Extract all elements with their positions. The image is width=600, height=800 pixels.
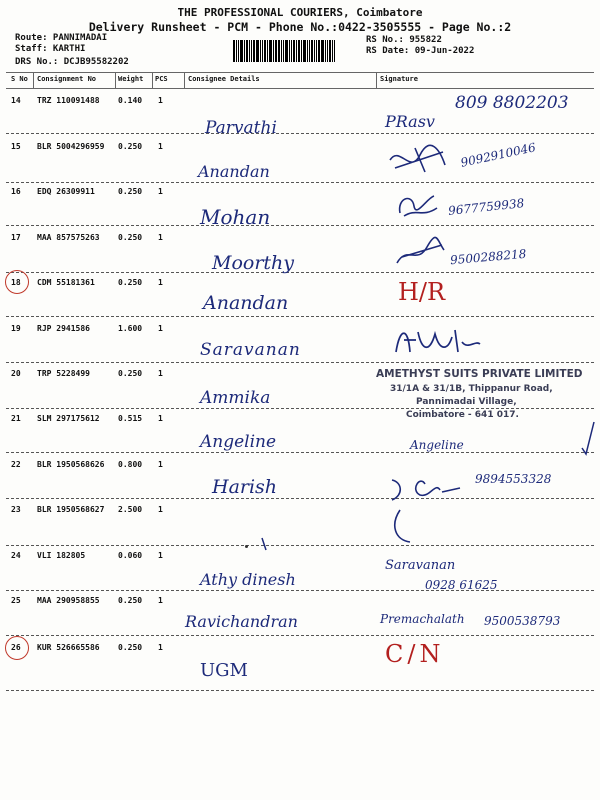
- row-pcs: 1: [158, 187, 163, 196]
- row-pcs: 1: [158, 414, 163, 423]
- signature-handwriting: C/N: [385, 640, 445, 668]
- row-consignment-no: BLR 1950568627: [37, 505, 105, 514]
- row-separator: [6, 690, 594, 691]
- barcode-bar: [275, 40, 277, 62]
- barcode-bar: [240, 40, 243, 62]
- signature-handwriting: Saravanan: [385, 558, 456, 573]
- barcode-bar: [301, 40, 302, 62]
- table-top-rule: [6, 72, 594, 73]
- row-separator: [6, 225, 594, 226]
- barcode-bar: [298, 40, 300, 62]
- row-weight: 0.250: [118, 278, 143, 287]
- barcode-bar: [283, 40, 284, 62]
- barcode-bar: [307, 40, 308, 62]
- signature-scribble: [390, 322, 485, 362]
- document-title: THE PROFESSIONAL COURIERS, Coimbatore: [177, 6, 423, 19]
- phone-handwriting: 9500288218: [449, 246, 527, 268]
- row-pcs: 1: [158, 278, 163, 287]
- row-separator: [6, 272, 594, 273]
- barcode-bar: [316, 40, 317, 62]
- barcode-bar: [246, 40, 248, 62]
- consignee-handwriting: Parvathi: [205, 118, 277, 138]
- barcode-bar: [303, 40, 306, 62]
- row-consignment-no: KUR 526665586: [37, 643, 100, 652]
- barcode-bar: [325, 40, 326, 62]
- barcode-bar: [311, 40, 313, 62]
- row-consignment-no: CDM 55181361: [37, 278, 95, 287]
- barcode-bar: [233, 40, 235, 62]
- col-divider: [152, 72, 153, 88]
- row-sno: 24: [11, 551, 21, 560]
- row-sno: 23: [11, 505, 21, 514]
- row-consignment-no: BLR 1950568626: [37, 460, 105, 469]
- row-weight: 0.250: [118, 369, 143, 378]
- signature-handwriting: PRasv: [385, 112, 435, 131]
- stamp-line: 31/1A & 31/1B, Thippanur Road,: [390, 384, 553, 394]
- row-sno: 18: [11, 278, 21, 287]
- consignee-handwriting: Ammika: [200, 388, 271, 408]
- consignee-handwriting: Athy dinesh: [200, 570, 296, 589]
- row-weight: 0.060: [118, 551, 143, 560]
- col-divider: [184, 72, 185, 88]
- barcode-bar: [244, 40, 245, 62]
- row-weight: 0.800: [118, 460, 143, 469]
- col-weight: Weight: [118, 75, 144, 83]
- row-pcs: 1: [158, 505, 163, 514]
- row-consignment-no: BLR 5004296959: [37, 142, 105, 151]
- row-separator: [6, 635, 594, 636]
- row-pcs: 1: [158, 96, 163, 105]
- barcode-bar: [273, 40, 274, 62]
- barcode-bar: [296, 40, 297, 62]
- col-pcs: PCS: [155, 75, 168, 83]
- barcode-bar: [236, 40, 237, 62]
- barcode-bar: [329, 40, 331, 62]
- col-divider: [33, 72, 34, 88]
- barcode-bar: [321, 40, 324, 62]
- row-consignment-no: SLM 297175612: [37, 414, 100, 423]
- signature-scribble: [392, 235, 447, 270]
- company-stamp: [376, 368, 596, 420]
- barcode-bar: [278, 40, 280, 62]
- row-weight: 0.250: [118, 643, 143, 652]
- barcode-bar: [332, 40, 333, 62]
- consignee-handwriting: Mohan: [200, 205, 271, 229]
- row-consignment-no: MAA 857575263: [37, 233, 100, 242]
- barcode-bar: [269, 40, 272, 62]
- row-weight: 0.140: [118, 96, 143, 105]
- signature-scribble: [392, 188, 442, 223]
- row-consignment-no: EDQ 26309911: [37, 187, 95, 196]
- header-bottom-rule: [6, 88, 594, 89]
- consignee-handwriting: UGM: [200, 660, 248, 681]
- barcode-bar: [285, 40, 288, 62]
- row-weight: 0.250: [118, 187, 143, 196]
- consignee-handwriting: Anandan: [198, 162, 270, 181]
- row-separator: [6, 452, 594, 453]
- row-weight: 1.600: [118, 324, 143, 333]
- barcode-bar: [264, 40, 266, 62]
- row-sno: 15: [11, 142, 21, 151]
- row-pcs: 1: [158, 142, 163, 151]
- col-signature: Signature: [380, 75, 418, 83]
- col-consignment: Consignment No: [37, 75, 97, 83]
- barcode-bar: [327, 40, 328, 62]
- stamp-line: Coimbatore - 641 017.: [406, 410, 519, 420]
- col-consignee: Consignee Details: [188, 75, 260, 83]
- ink-mark: [258, 536, 270, 552]
- stamp-line: Pannimadai Village,: [416, 397, 517, 407]
- barcode-bar: [334, 40, 335, 62]
- row-weight: 0.250: [118, 233, 143, 242]
- consignee-handwriting: Moorthy: [212, 252, 295, 274]
- document-subtitle: Delivery Runsheet - PCM - Phone No.:0422-3505555 - Page No.:2: [88, 20, 512, 34]
- col-divider: [115, 72, 116, 88]
- barcode-bar: [238, 40, 239, 62]
- row-sno: 25: [11, 596, 21, 605]
- row-separator: [6, 182, 594, 183]
- barcode-bar: [256, 40, 259, 62]
- consignee-handwriting: Harish: [212, 476, 278, 498]
- col-divider: [376, 72, 377, 88]
- barcode-bar: [249, 40, 250, 62]
- barcode-bar: [293, 40, 295, 62]
- row-weight: 0.515: [118, 414, 143, 423]
- signature-scribble: [380, 470, 470, 545]
- row-separator: [6, 590, 594, 591]
- barcode: [233, 40, 355, 62]
- row-consignment-no: TRP 5228499: [37, 369, 90, 378]
- barcode-bar: [289, 40, 290, 62]
- signature-scribble: [385, 140, 455, 180]
- row-weight: 2.500: [118, 505, 143, 514]
- barcode-bar: [260, 40, 261, 62]
- row-consignment-no: MAA 290958855: [37, 596, 100, 605]
- col-sno: S No: [11, 75, 28, 83]
- signature-handwriting: Angeline: [410, 438, 464, 452]
- route-label: Route: PANNIMADAI: [15, 33, 108, 43]
- row-sno: 17: [11, 233, 21, 242]
- rs-number: RS No.: 955822: [366, 35, 442, 45]
- row-pcs: 1: [158, 596, 163, 605]
- barcode-bar: [314, 40, 315, 62]
- phone-handwriting: 809 8802203: [455, 93, 569, 113]
- phone-handwriting: 0928 61625: [425, 578, 498, 592]
- margin-tick: [578, 418, 598, 458]
- consignee-handwriting: Anandan: [203, 292, 289, 314]
- stamp-line: AMETHYST SUITS PRIVATE LIMITED: [376, 368, 583, 380]
- phone-handwriting: 9894553328: [475, 472, 552, 486]
- row-sno: 22: [11, 460, 21, 469]
- barcode-bar: [262, 40, 263, 62]
- barcode-bar: [291, 40, 292, 62]
- row-pcs: 1: [158, 233, 163, 242]
- barcode-bar: [253, 40, 255, 62]
- row-consignment-no: VLI 182805: [37, 551, 86, 560]
- phone-handwriting: 9092910046: [459, 140, 537, 170]
- barcode-bar: [309, 40, 310, 62]
- row-sno: 21: [11, 414, 21, 423]
- drs-label: DRS No.: DCJB95582202: [15, 57, 129, 67]
- consignee-handwriting: Angeline: [200, 432, 277, 452]
- consignee-handwriting: Saravanan: [200, 340, 301, 360]
- row-sno: 26: [11, 643, 21, 652]
- barcode-bar: [251, 40, 252, 62]
- row-sno: 14: [11, 96, 21, 105]
- consignee-handwriting: Ravichandran: [185, 612, 298, 631]
- row-consignment-no: RJP 2941586: [37, 324, 90, 333]
- row-separator: [6, 498, 594, 499]
- row-weight: 0.250: [118, 142, 143, 151]
- barcode-bar: [318, 40, 320, 62]
- row-sno: 19: [11, 324, 21, 333]
- row-sno: 16: [11, 187, 21, 196]
- row-separator: [6, 316, 594, 317]
- row-pcs: 1: [158, 551, 163, 560]
- row-pcs: 1: [158, 369, 163, 378]
- row-pcs: 1: [158, 643, 163, 652]
- ink-mark: [245, 545, 248, 548]
- signature-handwriting: H/R: [398, 278, 446, 306]
- row-pcs: 1: [158, 460, 163, 469]
- barcode-bar: [281, 40, 282, 62]
- row-consignment-no: TRZ 110091488: [37, 96, 100, 105]
- phone-handwriting: 9677759938: [447, 196, 525, 218]
- row-pcs: 1: [158, 324, 163, 333]
- row-separator: [6, 133, 594, 134]
- barcode-bar: [267, 40, 268, 62]
- signature-handwriting: Premachalath: [380, 612, 465, 626]
- phone-handwriting: 9500538793: [484, 614, 561, 628]
- row-weight: 0.250: [118, 596, 143, 605]
- staff-label: Staff: KARTHI: [15, 44, 86, 54]
- row-separator: [6, 545, 594, 546]
- row-separator: [6, 362, 594, 363]
- row-sno: 20: [11, 369, 21, 378]
- rs-date: RS Date: 09-Jun-2022: [366, 46, 475, 56]
